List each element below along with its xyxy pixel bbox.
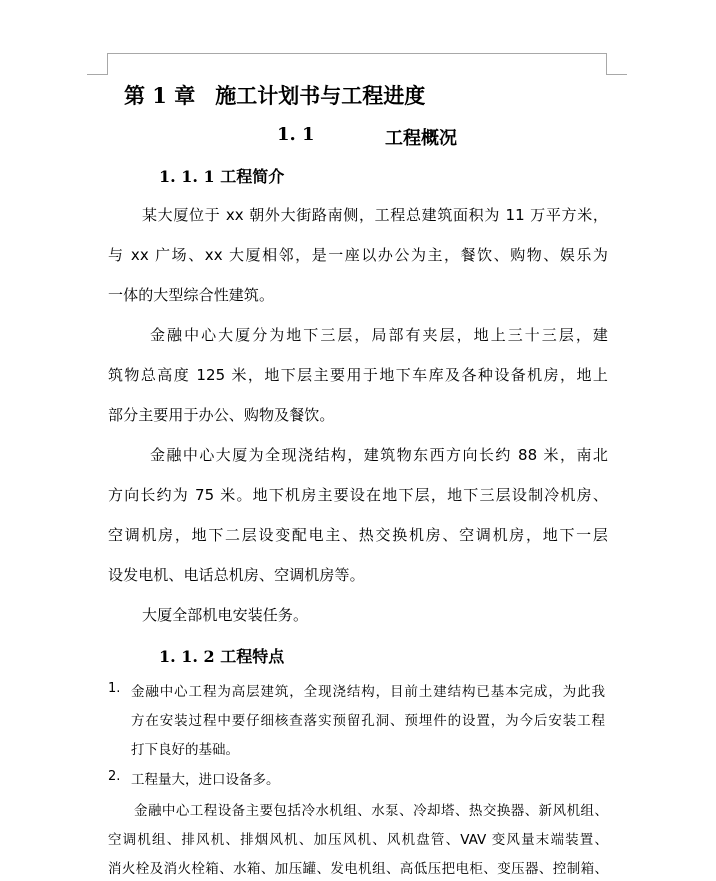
paragraph-line: 金融中心大厦分为地下三层，局部有夹层，地上三十三层，建: [150, 326, 608, 344]
paragraph-line: 某大厦位于 xx 朝外大街路南侧，工程总建筑面积为 11 万平方米，: [142, 206, 608, 224]
section-title: 工程概况: [385, 128, 457, 149]
paragraph-line: 消火栓及消火栓箱、水箱、加压罐、发电机组、高低压把电柜、变压器、控制箱、: [108, 861, 608, 877]
paragraph-line: 金融中心大厦为全现浇结构，建筑物东西方向长约 88 米，南北: [150, 446, 608, 464]
subsection-heading-1: 1. 1. 1 工程简介: [159, 167, 285, 186]
list-number: 1.: [108, 681, 121, 696]
list-item-line: 方在安装过程中要仔细核查落实预留孔洞、预埋件的设置，为今后安装工程: [131, 713, 605, 729]
chapter-number: 第 1 章: [124, 83, 196, 108]
paragraph-line: 设发电机、电话总机房、空调机房等。: [108, 566, 365, 584]
page-top-border: [107, 53, 606, 54]
paragraph-line: 筑物总高度 125 米，地下层主要用于地下车库及各种设备机房，地上: [108, 366, 608, 384]
paragraph-line: 部分主要用于办公、购物及餐饮。: [108, 406, 335, 424]
paragraph-line: 一体的大型综合性建筑。: [108, 286, 275, 304]
crop-mark-left-vertical: [107, 53, 108, 74]
crop-mark-right-vertical: [606, 53, 607, 74]
paragraph-line: 空调机组、排风机、排烟风机、加压风机、风机盘管、VAV 变风量末端装置、: [108, 832, 608, 848]
paragraph-line: 大厦全部机电安装任务。: [142, 606, 309, 624]
chapter-heading: [124, 80, 425, 110]
subsection-heading-2: 1. 1. 2 工程特点: [159, 647, 285, 666]
list-item-line: 打下良好的基础。: [131, 742, 239, 758]
paragraph-line: 方向长约为 75 米。地下机房主要设在地下层，地下三层设制冷机房、: [108, 486, 608, 504]
crop-mark-right-horizontal: [606, 74, 627, 75]
paragraph-line: 与 xx 广场、xx 大厦相邻，是一座以办公为主，餐饮、购物、娱乐为: [108, 246, 608, 264]
paragraph-line: 空调机房，地下二层设变配电主、热交换机房、空调机房，地下一层: [108, 526, 608, 544]
section-number: 1. 1: [277, 124, 315, 145]
list-item-line: 金融中心工程为高层建筑，全现浇结构，目前土建结构已基本完成，为此我: [131, 684, 605, 700]
chapter-title: 施工计划书与工程进度: [215, 83, 426, 108]
list-number: 2.: [108, 769, 121, 784]
crop-mark-left-horizontal: [87, 74, 108, 75]
paragraph-line: 金融中心工程设备主要包括冷水机组、水泵、冷却塔、热交换器、新风机组、: [134, 803, 608, 819]
list-item-line: 工程量大，进口设备多。: [131, 772, 280, 788]
